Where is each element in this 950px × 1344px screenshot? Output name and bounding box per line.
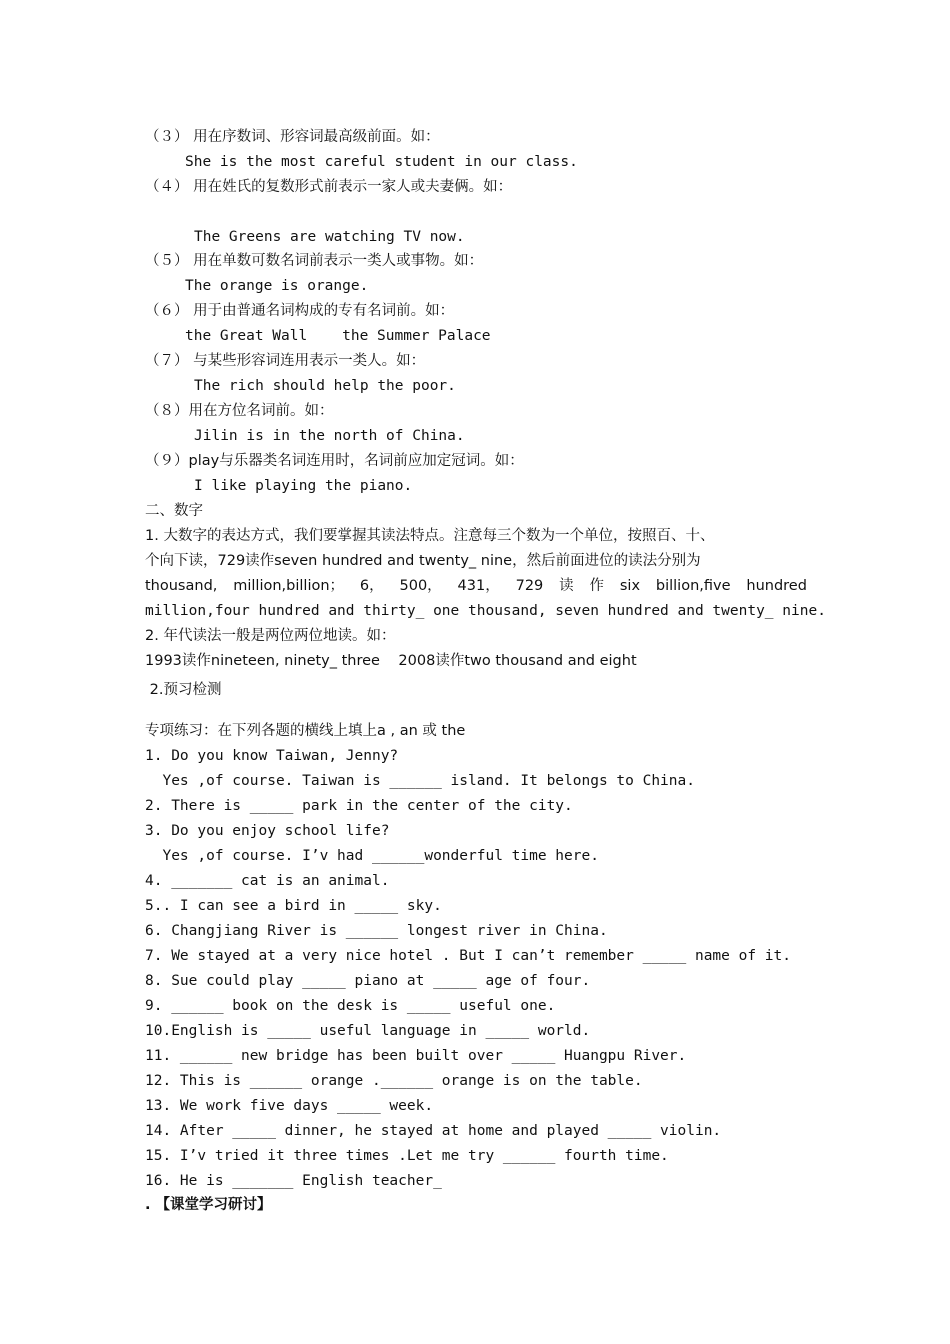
line-word: billion,five <box>655 578 731 594</box>
line-word: hundred <box>746 578 807 594</box>
usage-item-9-heading: （９）play与乐器类名词连用时，名词前应加定冠词。如： <box>145 453 524 469</box>
exercise-line: 8. Sue could play _____ piano at _____ age of four. <box>145 973 591 989</box>
exercise-line: 4. _______ cat is an animal. <box>145 873 390 889</box>
line-word: six <box>619 578 641 594</box>
usage-item-9-example: I like playing the piano. <box>194 478 413 494</box>
preview-title: 2.预习检测 <box>145 682 222 698</box>
numbers-paragraph-1-line-2: 个向下读，729读作seven hundred and twenty_ nine，然后前面进位的读法分别为 <box>145 553 701 569</box>
numbers-paragraph-1-line-1: 1. 大数字的表达方式，我们要掌握其读法特点。注意每三个数为一个单位，按照百、十、 <box>145 528 715 544</box>
numbers-paragraph-1-line-3 <box>145 576 807 596</box>
usage-item-8-example: Jilin is in the north of China. <box>194 428 465 444</box>
exercise-line: 14. After _____ dinner, he stayed at home and played _____ violin. <box>145 1123 722 1139</box>
line-word: 729 <box>515 578 544 594</box>
usage-item-4-heading: （４） 用在姓氏的复数形式前表示一家人或夫妻俩。如： <box>145 179 513 195</box>
line-word: 作 <box>589 578 604 594</box>
exercise-line: 1. Do you know Taiwan, Jenny? <box>145 748 399 764</box>
usage-item-6-example: the Great Wall the Summer Palace <box>185 328 491 344</box>
numbers-section-title: 二、数字 <box>145 503 203 519</box>
exercise-line: 7. We stayed at a very nice hotel . But I can’t remember _____ name of it. <box>145 948 792 964</box>
numbers-example: 1993读作nineteen, ninety_ three 2008读作two thousand and eight <box>145 653 637 669</box>
usage-item-7-heading: （７） 与某些形容词连用表示一类人。如： <box>145 353 426 369</box>
line-word: million,billion； <box>233 578 345 594</box>
exercise-instruction: 专项练习：在下列各题的横线上填上a , an 或 the <box>145 723 466 739</box>
classroom-heading: . 【课堂学习研讨】 <box>145 1197 272 1213</box>
exercise-line: 3. Do you enjoy school life? <box>145 823 390 839</box>
exercise-line: 9. ______ book on the desk is _____ useful one. <box>145 998 556 1014</box>
line-word: thousand, <box>145 578 218 594</box>
usage-item-4-example: The Greens are watching TV now. <box>194 229 465 245</box>
exercise-line: 13. We work five days _____ week. <box>145 1098 434 1114</box>
usage-item-5-heading: （５） 用在单数可数名词前表示一类人或事物。如： <box>145 253 484 269</box>
usage-item-5-example: The orange is orange. <box>185 278 369 294</box>
numbers-paragraph-1-line-4: million,four hundred and thirty_ one thousand, seven hundred and twenty_ nine. <box>145 603 826 619</box>
line-word: 6， <box>359 578 384 594</box>
exercise-line: 12. This is ______ orange .______ orange is on the table. <box>145 1073 643 1089</box>
line-word: 500， <box>399 578 442 594</box>
exercise-line: 15. I’v tried it three times .Let me try ______ fourth time. <box>145 1148 669 1164</box>
usage-item-7-example: The rich should help the poor. <box>194 378 456 394</box>
exercise-line: 10.English is _____ useful language in _____ world. <box>145 1023 591 1039</box>
exercise-line: 16. He is _______ English teacher_ <box>145 1173 442 1189</box>
exercise-line: Yes ,of course. Taiwan is ______ island. It belongs to China. <box>145 773 695 789</box>
exercise-line: 6. Changjiang River is ______ longest river in China. <box>145 923 608 939</box>
line-word: 读 <box>559 578 574 594</box>
exercise-line: 11. ______ new bridge has been built over _____ Huangpu River. <box>145 1048 687 1064</box>
usage-item-3-example: She is the most careful student in our class. <box>185 154 578 170</box>
line-word: 431， <box>457 578 500 594</box>
exercise-line: Yes ,of course. I’v had ______wonderful time here. <box>145 848 599 864</box>
usage-item-3-heading: （３） 用在序数词、形容词最高级前面。如： <box>145 129 440 145</box>
exercise-line: 5.. I can see a bird in _____ sky. <box>145 898 442 914</box>
usage-item-8-heading: （８）用在方位名词前。如： <box>145 403 334 419</box>
usage-item-6-heading: （６） 用于由普通名词构成的专有名词前。如： <box>145 303 455 319</box>
exercise-line: 2. There is _____ park in the center of the city. <box>145 798 573 814</box>
numbers-paragraph-2: 2. 年代读法一般是两位两位地读。如： <box>145 628 396 644</box>
